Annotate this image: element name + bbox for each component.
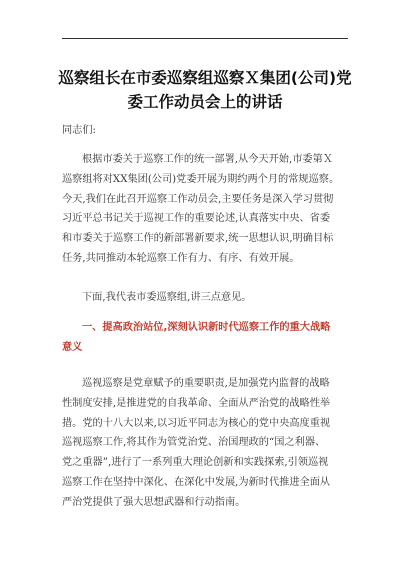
text-line: 措。党的十八大以来,以习近平同志为核心的党中央高度重视 <box>62 417 331 429</box>
text-line: 党之重器”,进行了一系列重大理论创新和实践探索,引领巡视 <box>62 457 329 469</box>
text-line: 严治党提供了强大思想武器和行动指南。 <box>62 496 246 508</box>
paragraph-section-1 <box>62 374 350 513</box>
text-line: 巡察工作在坚持中深化、在深化中发展,为新时代推进全面从 <box>62 476 331 488</box>
heading-line: 一、提高政治站位,深刻认识新时代巡察工作的重大战略 <box>82 322 331 333</box>
document-title <box>56 66 354 114</box>
text-line: 和市委关于巡察工作的新部署新要求,统一思想认识,明确目标 <box>62 233 334 245</box>
title-line: 委工作动员会上的讲话 <box>127 93 283 111</box>
text-line: 性制度安排,是推进党的自我革命、全面从严治党的战略性举 <box>62 397 331 409</box>
text-line: 任务,共同推动本轮巡察工作有力、有序、有效开展。 <box>62 252 300 264</box>
salutation <box>62 121 350 141</box>
heading-line: 意义 <box>62 341 83 353</box>
section-heading-1 <box>62 318 350 358</box>
text-line: 下面,我代表市委巡察组,讲三点意见。 <box>82 292 252 303</box>
text-line: 今天,我们在此召开巡察工作动员会,主要任务是深入学习贯彻 <box>62 193 334 205</box>
title-line: 巡察组长在市委巡察组巡察Ｘ集团(公司)党 <box>58 69 352 87</box>
salutation-text: 同志们: <box>62 125 96 136</box>
header-rule <box>62 38 348 39</box>
text-line: 根据市委关于巡察工作的统一部署,从今天开始,市委第Ｘ <box>82 154 333 165</box>
text-line: 巡察组将对XX集团(公司)党委开展为期约两个月的常规巡察。 <box>62 173 340 185</box>
text-line: 巡视巡察工作,将其作为管党治党、治国理政的“国之利器、 <box>62 437 326 449</box>
text-line: 巡视巡察是党章赋予的重要职责,是加强党内监督的战略 <box>82 378 330 389</box>
paragraph-intro <box>62 150 350 269</box>
text-line: 习近平总书记关于巡视工作的重要论述,认真落实中央、省委 <box>62 213 331 225</box>
paragraph-outline <box>62 288 350 308</box>
